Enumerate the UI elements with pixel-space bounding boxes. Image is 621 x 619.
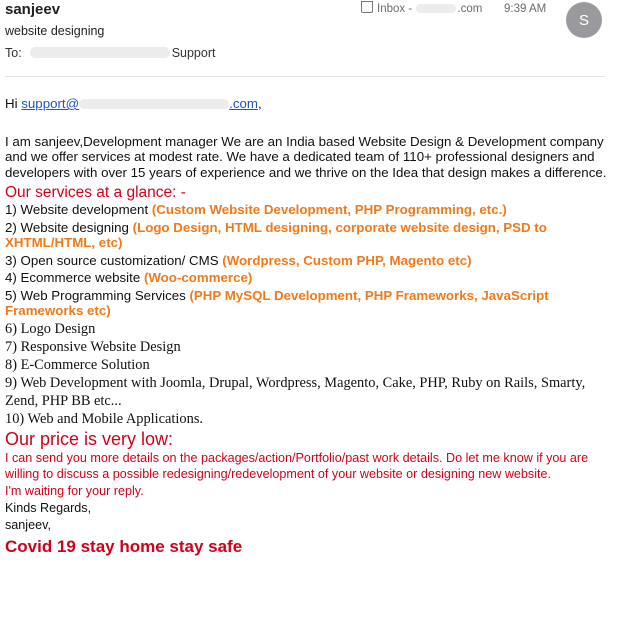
avatar-initial: S: [578, 11, 589, 29]
redacted-mailbox: [416, 4, 456, 13]
message-header: [0, 0, 621, 80]
list-item: 10) Web and Mobile Applications.: [5, 410, 204, 427]
avatar[interactable]: [566, 2, 602, 38]
signature-line: sanjeev,: [5, 517, 51, 532]
list-item: [5, 253, 610, 269]
greeting-end: ,: [257, 96, 262, 111]
list-item: [5, 288, 610, 319]
service-highlight: (Wordpress, Custom PHP, Magento etc): [222, 252, 472, 268]
email-suffix: .com: [229, 96, 258, 111]
to-label: To:: [5, 46, 22, 60]
waiting-line: I'm waiting for your reply.: [5, 483, 144, 498]
service-text: 1) Website development: [5, 202, 152, 217]
list-item: 7) Responsive Website Design: [5, 338, 181, 355]
price-heading: Our price is very low:: [5, 428, 174, 449]
redacted-recipient: [30, 47, 170, 58]
service-text: 4) Ecommerce website: [5, 270, 144, 285]
service-text: 3) Open source customization/ CMS: [5, 252, 223, 268]
received-time: 9:39 AM: [504, 3, 547, 15]
mailbox-label[interactable]: [361, 3, 482, 15]
service-highlight: (Custom Website Development, PHP Programming, etc.): [151, 202, 507, 217]
services-list-serif: [5, 320, 610, 428]
email-link[interactable]: [21, 96, 258, 111]
mailbox-name: Inbox -: [377, 3, 413, 15]
list-item: 8) E-Commerce Solution: [5, 356, 150, 373]
service-highlight: (PHP MySQL Development, PHP Frameworks, JavaScript Frameworks etc): [5, 287, 549, 318]
services-heading: Our services at a glance: -: [5, 184, 186, 201]
email-prefix: support@: [21, 96, 80, 111]
recipient-row: [5, 46, 215, 60]
service-text: 5) Web Programming Services: [5, 287, 190, 303]
service-highlight: (Logo Design, HTML designing, corporate website design, PSD to XHTML/HTML, etc): [5, 219, 547, 250]
message-body: [5, 96, 610, 558]
sender-name[interactable]: sanjeev: [5, 1, 61, 18]
list-item: 9) Web Development with Joomla, Drupal, Wordpress, Magento, Cake, PHP, Ruby on Rails, Smarty, Zend, PHP BB etc...: [5, 374, 586, 409]
service-text: 2) Website designing: [5, 219, 133, 235]
regards-line: Kinds Regards,: [5, 500, 92, 515]
list-item: [5, 202, 610, 218]
service-highlight: (Woo-commerce): [143, 270, 253, 285]
list-item: [5, 220, 610, 251]
redacted-email: [79, 99, 229, 109]
list-item: 6) Logo Design: [5, 320, 96, 337]
covid-line: Covid 19 stay home stay safe: [5, 536, 243, 556]
services-list: [5, 202, 610, 319]
mailbox-domain: .com: [457, 3, 483, 15]
price-paragraph: I can send you more details on the packages/action/Portfolio/past work details. Do let me know if you are willing to discuss a possible redesigning/redevelopment of your website or designing new website.: [5, 450, 589, 481]
greeting-prefix: Hi: [5, 96, 18, 111]
header-divider: [5, 76, 605, 77]
greeting: [5, 96, 610, 112]
subject-line: website designing: [5, 24, 105, 38]
intro-paragraph: I am sanjeev,Development manager We are an India based Website Design & Development company and we offer services at modest rate. We have a dedicated team of 110+ professional designers and developers with over 15 years of experience and we thrive on the Idea that design makes a difference.: [5, 133, 607, 180]
list-item: [5, 270, 610, 286]
inbox-icon: [361, 4, 373, 13]
recipient-name[interactable]: Support: [171, 46, 216, 60]
